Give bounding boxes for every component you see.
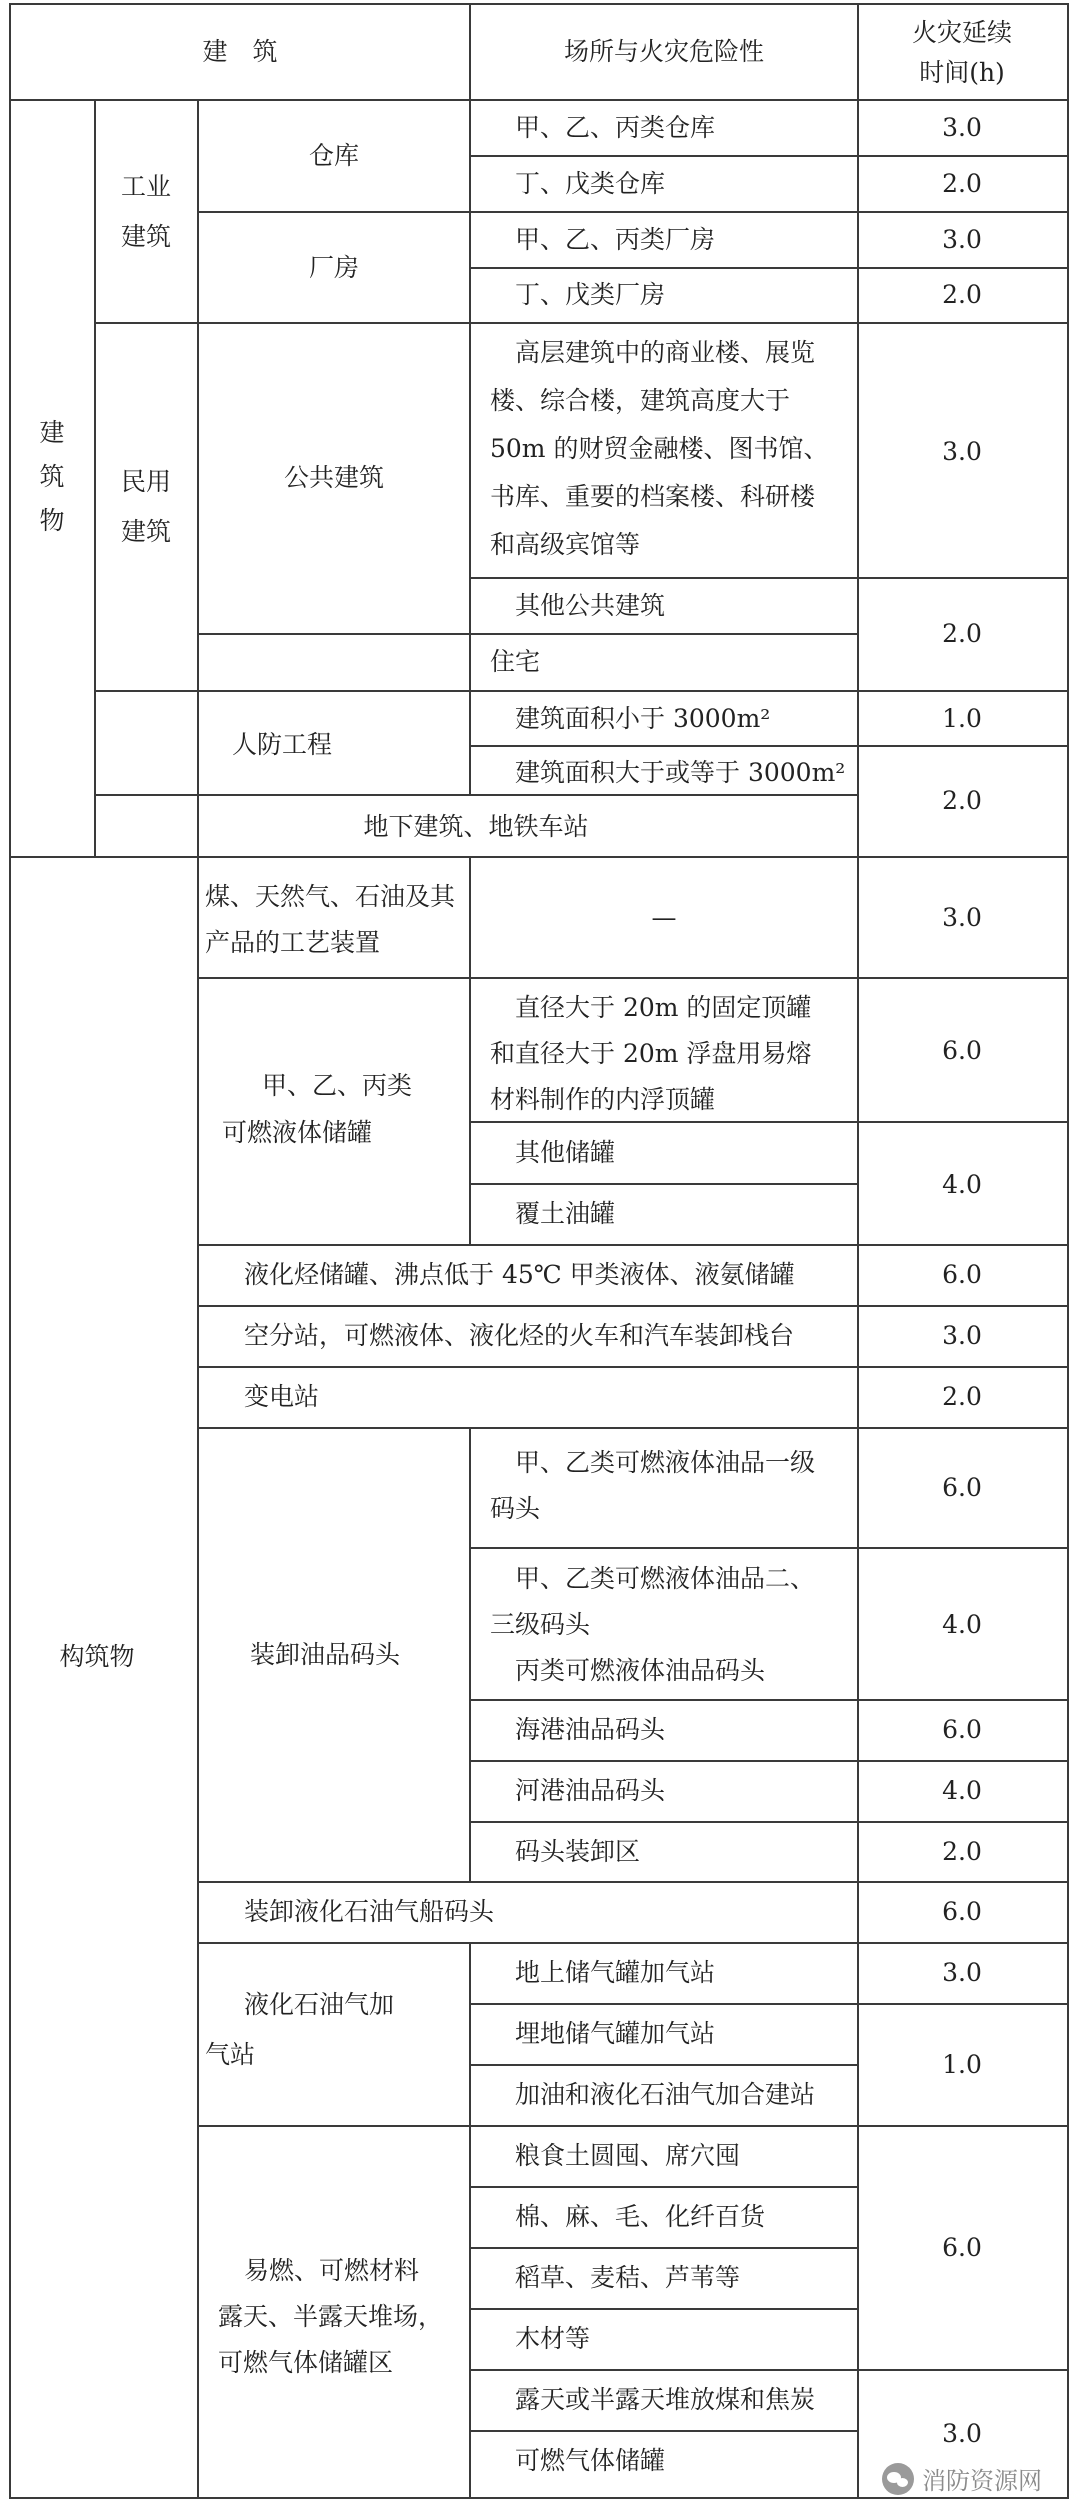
oil-wharf-row-line: 三级码头 (490, 1610, 591, 1639)
yard-row: 露天或半露天堆放煤和焦炭 (515, 2385, 816, 2414)
highrise-line: 楼、综合楼，建筑高度大于 (490, 386, 791, 415)
oil-wharf-row-line: 丙类可燃液体油品码头 (515, 1656, 766, 1685)
tank-row-line: 和直径大于 20m 浮盘用易熔 (490, 1039, 812, 1068)
coal-place: — (651, 903, 677, 932)
wechat-icon (882, 2463, 914, 2495)
civil-defense-row: 建筑面积大于或等于 3000m² (515, 758, 846, 787)
factory-label: 厂房 (308, 253, 360, 282)
duration-value: 6.0 (942, 1260, 982, 1289)
coal-label-1: 煤、天然气、石油及其 (205, 882, 456, 911)
industrial-row: 丁、戊类厂房 (515, 280, 666, 309)
civil-label-1: 民用 (120, 467, 172, 496)
lpg-wharf-label: 装卸液化石油气船码头 (244, 1897, 495, 1926)
yard-row: 粮食土圆囤、席穴囤 (515, 2141, 741, 2170)
underground-label: 地下建筑、地铁车站 (363, 812, 589, 841)
lpg-station-label-2: 气站 (205, 2040, 256, 2069)
oil-wharf-row: 码头装卸区 (515, 1837, 641, 1866)
buildings-label-3: 物 (39, 506, 65, 535)
civil-label-2: 建筑 (120, 517, 172, 546)
lpg-station-label-1: 液化石油气加 (244, 1990, 395, 2019)
duration-value: 3.0 (942, 903, 982, 932)
yard-row: 可燃气体储罐 (515, 2446, 666, 2475)
duration-value: 4.0 (942, 1776, 982, 1805)
industrial-row: 丁、戊类仓库 (515, 169, 666, 198)
duration-value: 6.0 (942, 2233, 982, 2262)
tank-row: 覆土油罐 (515, 1199, 616, 1228)
oil-wharf-row-line: 甲、乙类可燃液体油品二、 (515, 1564, 816, 1593)
civil-defense-row: 建筑面积小于 3000m² (515, 704, 771, 733)
tank-row-line: 材料制作的内浮顶罐 (490, 1085, 716, 1114)
duration-value: 2.0 (942, 619, 982, 648)
buildings-label-1: 建 (39, 418, 65, 447)
duration-value: 4.0 (942, 1170, 982, 1199)
lpg-station-row: 加油和液化石油气加合建站 (515, 2080, 816, 2109)
duration-value: 3.0 (942, 1958, 982, 1987)
duration-value: 3.0 (942, 437, 982, 466)
duration-value: 6.0 (942, 1715, 982, 1744)
duration-value: 2.0 (942, 786, 982, 815)
duration-value: 2.0 (942, 169, 982, 198)
duration-value: 4.0 (942, 1610, 982, 1639)
highrise-line: 和高级宾馆等 (490, 530, 641, 559)
yard-row: 稻草、麦秸、芦苇等 (515, 2263, 741, 2292)
buildings-label-2: 筑 (39, 462, 65, 491)
header-duration-line2: 时间(h) (919, 58, 1005, 87)
tank-row-line: 直径大于 20m 的固定顶罐 (515, 993, 812, 1022)
residential-label: 住宅 (490, 647, 541, 676)
other-public-label: 其他公共建筑 (515, 591, 666, 620)
industrial-label-1: 工业 (120, 172, 172, 201)
duration-value: 3.0 (942, 225, 982, 254)
duration-value: 6.0 (942, 1036, 982, 1065)
industrial-label-2: 建筑 (120, 222, 172, 251)
oil-wharf-row: 河港油品码头 (515, 1776, 666, 1805)
structures-label: 构筑物 (59, 1642, 135, 1671)
duration-value: 3.0 (942, 2419, 982, 2448)
oil-wharf-row-line: 甲、乙类可燃液体油品一级 (515, 1448, 816, 1477)
duration-value: 6.0 (942, 1897, 982, 1926)
warehouse-label: 仓库 (308, 141, 360, 170)
substation-label: 变电站 (244, 1382, 320, 1411)
civil-defense-label: 人防工程 (231, 730, 333, 759)
tanks-label-2: 可燃液体储罐 (222, 1118, 373, 1147)
yard-row: 棉、麻、毛、化纤百货 (515, 2202, 766, 2231)
yards-label-3: 可燃气体储罐区 (218, 2348, 394, 2377)
industrial-row: 甲、乙、丙类厂房 (515, 225, 716, 254)
highrise-line: 50m 的财贸金融楼、图书馆、 (490, 434, 829, 463)
highrise-line: 高层建筑中的商业楼、展览 (515, 338, 816, 367)
duration-value: 1.0 (942, 2050, 982, 2079)
tank-row: 其他储罐 (515, 1138, 616, 1167)
tanks-label-1: 甲、乙、丙类 (262, 1071, 413, 1100)
yards-label-2: 露天、半露天堆场， (218, 2302, 444, 2331)
coal-label-2: 产品的工艺装置 (205, 928, 381, 957)
lpg-station-row: 地上储气罐加气站 (515, 1958, 716, 1987)
duration-value: 2.0 (942, 280, 982, 309)
lpg-tanks-label: 液化烃储罐、沸点低于 45℃ 甲类液体、液氨储罐 (244, 1260, 795, 1289)
duration-value: 2.0 (942, 1382, 982, 1411)
duration-value: 1.0 (942, 704, 982, 733)
air-separation-label: 空分站，可燃液体、液化烃的火车和汽车装卸栈台 (244, 1321, 795, 1350)
oil-wharf-label: 装卸油品码头 (250, 1640, 401, 1669)
yards-label-1: 易燃、可燃材料 (244, 2256, 420, 2285)
industrial-row: 甲、乙、丙类仓库 (515, 113, 716, 142)
header-duration-line1: 火灾延续 (911, 18, 1013, 47)
duration-value: 6.0 (942, 1473, 982, 1502)
highrise-line: 书库、重要的档案楼、科研楼 (490, 482, 816, 511)
yard-row: 木材等 (515, 2324, 591, 2353)
duration-value: 3.0 (942, 113, 982, 142)
watermark (882, 2461, 1042, 2496)
header-building: 建 筑 (202, 37, 278, 66)
public-building-label: 公共建筑 (283, 463, 385, 492)
oil-wharf-row: 海港油品码头 (515, 1715, 666, 1744)
oil-wharf-row-line: 码头 (490, 1494, 541, 1523)
duration-value: 3.0 (942, 1321, 982, 1350)
duration-value: 2.0 (942, 1837, 982, 1866)
watermark-text: 消防资源网 (922, 2467, 1042, 2495)
lpg-station-row: 埋地储气罐加气站 (515, 2019, 716, 2048)
header-places: 场所与火灾危险性 (563, 37, 765, 66)
